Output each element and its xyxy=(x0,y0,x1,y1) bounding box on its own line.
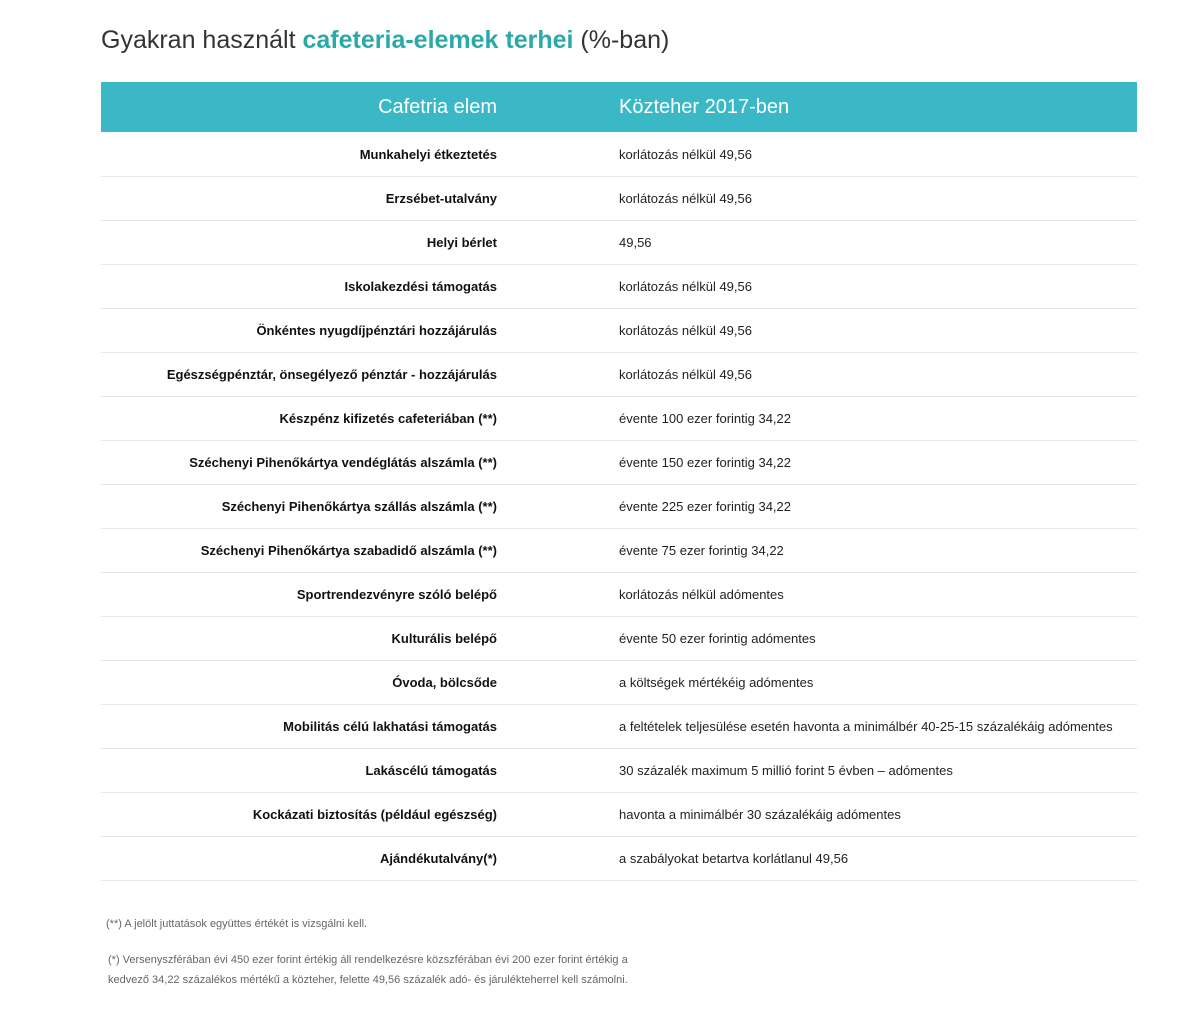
cafeteria-item-cell: Készpénz kifizetés cafeteriában (**) xyxy=(279,411,497,426)
cafeteria-table xyxy=(101,82,1137,881)
table-row xyxy=(101,132,1137,177)
burden-cell: 30 százalék maximum 5 millió forint 5 évben – adómentes xyxy=(619,763,953,778)
burden-cell: a feltételek teljesülése esetén havonta a minimálbér 40-25-15 százalékáig adómentes xyxy=(619,719,1113,734)
cafeteria-item-cell: Erzsébet-utalvány xyxy=(385,191,497,206)
burden-cell: évente 75 ezer forintig 34,22 xyxy=(619,543,784,558)
burden-cell: korlátozás nélkül adómentes xyxy=(619,587,784,602)
table-header xyxy=(101,82,1137,132)
burden-cell: korlátozás nélkül 49,56 xyxy=(619,323,752,338)
burden-cell: 49,56 xyxy=(619,235,652,250)
table-row xyxy=(101,661,1137,705)
burden-cell: évente 150 ezer forintig 34,22 xyxy=(619,455,792,470)
table-row xyxy=(101,441,1137,485)
burden-cell: évente 50 ezer forintig adómentes xyxy=(619,631,816,646)
cafeteria-item-cell: Egészségpénztár, önsegélyező pénztár - hozzájárulás xyxy=(166,367,497,382)
table-row xyxy=(101,705,1137,749)
title-accent: cafeteria-elemek terhei xyxy=(302,26,574,54)
table-row xyxy=(101,309,1137,353)
burden-cell: havonta a minimálbér 30 százalékáig adómentes xyxy=(619,807,901,822)
burden-cell: a költségek mértékéig adómentes xyxy=(619,675,814,690)
cafeteria-item-cell: Lakáscélú támogatás xyxy=(365,763,497,778)
table-row xyxy=(101,793,1137,837)
cafeteria-item-cell: Óvoda, bölcsőde xyxy=(392,675,497,690)
table-row xyxy=(101,265,1137,309)
cafeteria-item-cell: Ajándékutalvány(*) xyxy=(379,851,497,866)
footnote-single-star: (*) Versenyszférában évi 450 ezer forint értékig áll rendelkezésre közszférában évi 200 ezer forint értékig a kedvező 34,22 százalékos mértékű a közteher, felette 49,56 százalék adó- és járulékteherrel kell számolni. xyxy=(108,954,628,986)
cafeteria-item-cell: Iskolakezdési támogatás xyxy=(344,279,497,294)
header-item-column: Cafetria elem xyxy=(378,95,497,118)
burden-cell: korlátozás nélkül 49,56 xyxy=(619,279,752,294)
cafeteria-item-cell: Széchenyi Pihenőkártya vendéglátás alszámla (**) xyxy=(189,455,497,470)
burden-cell: a szabályokat betartva korlátlanul 49,56 xyxy=(619,851,849,866)
cafeteria-item-cell: Széchenyi Pihenőkártya szállás alszámla (**) xyxy=(221,499,497,514)
table-row xyxy=(101,485,1137,529)
title-prefix: Gyakran használt xyxy=(101,26,303,54)
table-row xyxy=(101,617,1137,661)
table-row xyxy=(101,837,1137,881)
cafeteria-item-cell: Önkéntes nyugdíjpénztári hozzájárulás xyxy=(256,323,497,338)
burden-cell: korlátozás nélkül 49,56 xyxy=(619,367,752,382)
page-title xyxy=(101,22,669,58)
cafeteria-item-cell: Munkahelyi étkeztetés xyxy=(359,146,497,162)
table-body xyxy=(101,132,1137,881)
burden-cell: évente 100 ezer forintig 34,22 xyxy=(619,411,792,426)
header-burden-column: Közteher 2017-ben xyxy=(619,95,790,118)
table-row xyxy=(101,749,1137,793)
burden-cell: korlátozás nélkül 49,56 xyxy=(619,146,752,162)
table-row xyxy=(101,221,1137,265)
footnotes xyxy=(106,914,646,990)
burden-cell: korlátozás nélkül 49,56 xyxy=(619,191,752,206)
cafeteria-item-cell: Kulturális belépő xyxy=(391,631,497,646)
table-row xyxy=(101,177,1137,221)
burden-cell: évente 225 ezer forintig 34,22 xyxy=(619,499,792,514)
table-row xyxy=(101,529,1137,573)
cafeteria-item-cell: Sportrendezvényre szóló belépő xyxy=(296,587,497,602)
footnote-double-star: (**) A jelölt juttatások együttes értékét is vizsgálni kell. xyxy=(106,918,368,930)
table-row xyxy=(101,353,1137,397)
table-row xyxy=(101,397,1137,441)
cafeteria-item-cell: Helyi bérlet xyxy=(426,235,497,250)
cafeteria-item-cell: Széchenyi Pihenőkártya szabadidő alszámla (**) xyxy=(200,543,497,558)
cafeteria-item-cell: Mobilitás célú lakhatási támogatás xyxy=(283,719,497,734)
cafeteria-item-cell: Kockázati biztosítás (például egészség) xyxy=(252,807,497,822)
table-row xyxy=(101,573,1137,617)
title-suffix: (%-ban) xyxy=(573,26,670,54)
